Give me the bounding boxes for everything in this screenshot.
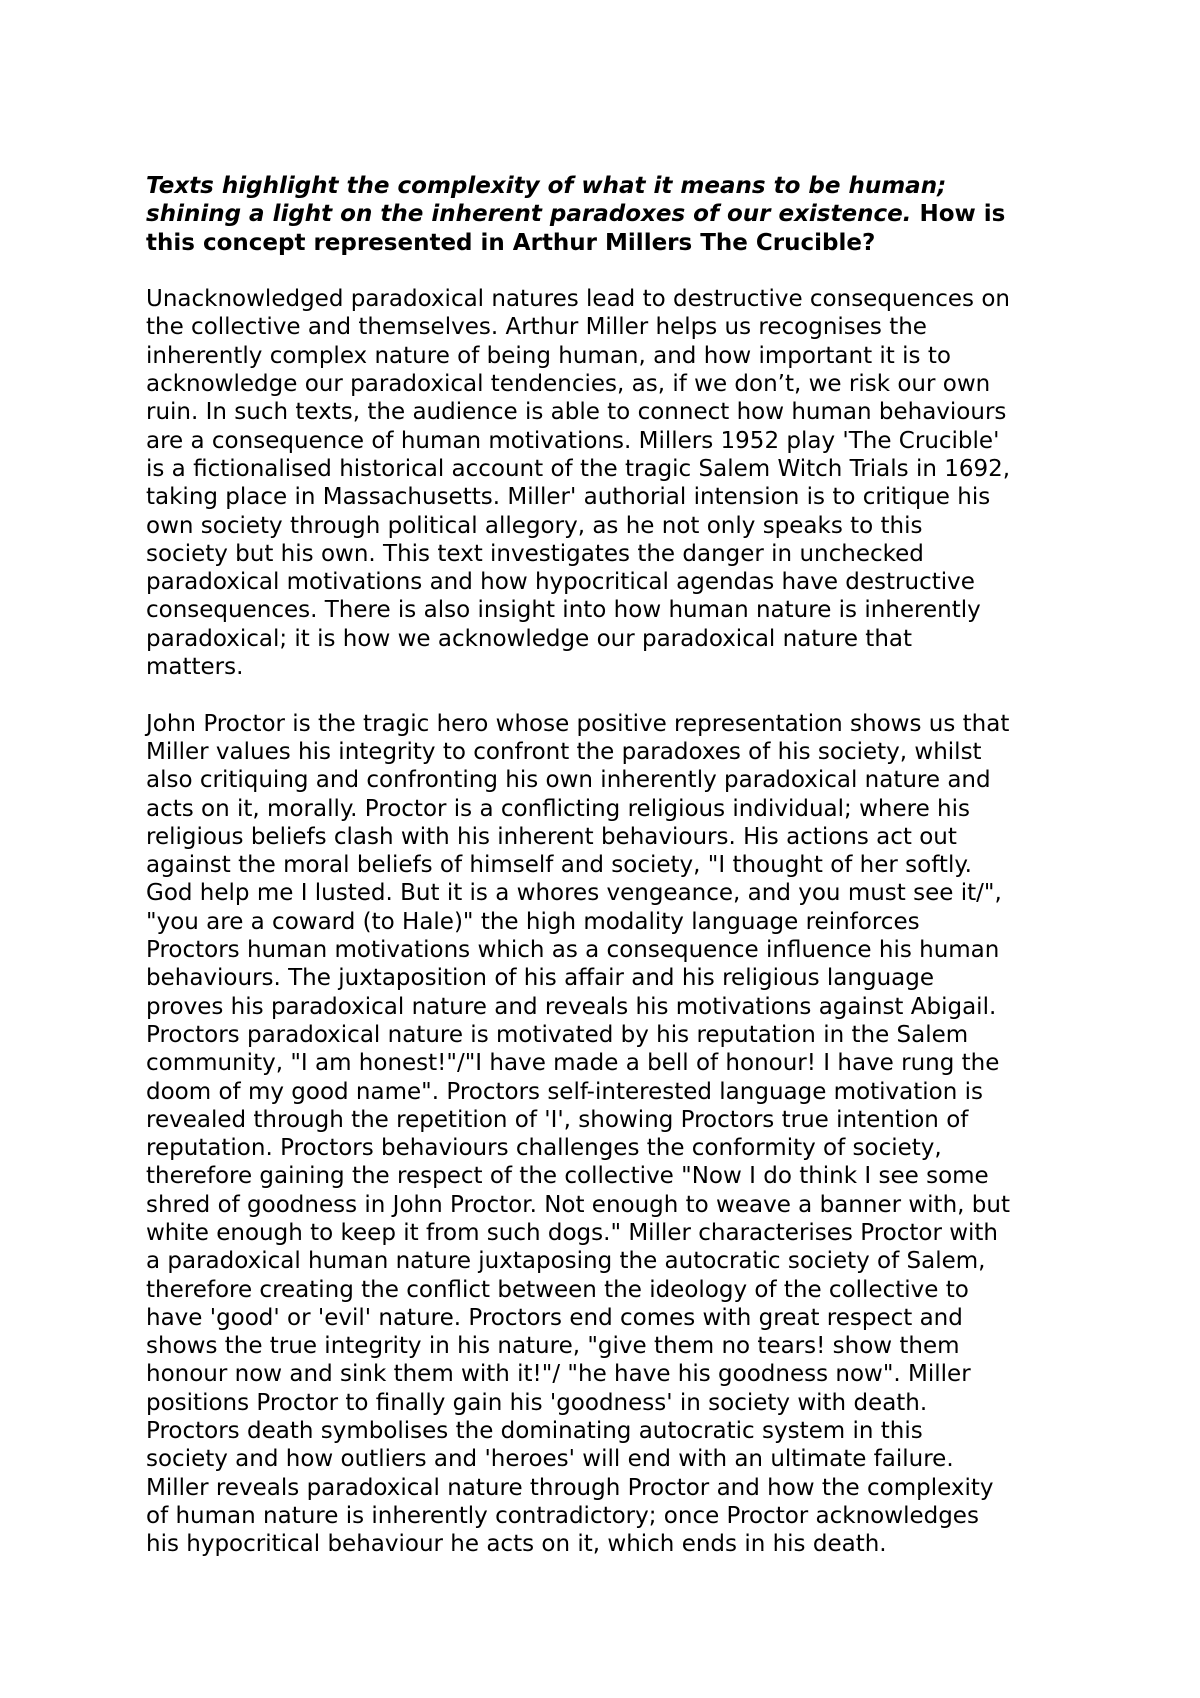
heading-line-1: Texts highlight the complexity of what it means to be human;	[146, 173, 947, 199]
intro-paragraph-line: taking place in Massachusetts. Miller' authorial intension is to critique his	[146, 484, 991, 511]
intro-paragraph-line: own society through political allegory, as he not only speaks to this	[146, 512, 923, 539]
body-paragraph-line: against the moral beliefs of himself and society, "I thought of her softly.	[146, 852, 972, 879]
body-paragraph-line: revealed through the repetition of 'I', showing Proctors true intention of	[146, 1106, 969, 1133]
body-paragraph-line: behaviours. The juxtaposition of his affair and his religious language	[146, 965, 934, 992]
body-paragraph-line: religious beliefs clash with his inherent behaviours. His actions act out	[146, 823, 957, 850]
body-paragraph-line: Proctors paradoxical nature is motivated by his reputation in the Salem	[146, 1021, 969, 1048]
intro-paragraph-line: inherently complex nature of being human, and how important it is to	[146, 342, 951, 369]
intro-paragraph-line: are a consequence of human motivations. Millers 1952 play 'The Crucible'	[146, 427, 1000, 454]
heading-line-2-suffix: How is	[911, 201, 1006, 228]
intro-paragraph-line: ruin. In such texts, the audience is able to connect how human behaviours	[146, 399, 1007, 426]
body-paragraph-line: Miller reveals paradoxical nature through Proctor and how the complexity	[146, 1474, 994, 1501]
heading-line-2-italic: shining a light on the inherent paradoxes of our existence.	[146, 201, 912, 228]
body-paragraph-line: his hypocritical behaviour he acts on it, which ends in his death.	[146, 1531, 887, 1558]
body-paragraph-line: doom of my good name". Proctors self-interested language motivation is	[146, 1078, 984, 1105]
body-paragraph-line: Proctors death symbolises the dominating autocratic system in this	[146, 1418, 923, 1445]
intro-paragraph-line: is a fictionalised historical account of the tragic Salem Witch Trials in 1692,	[146, 455, 1011, 482]
document-page	[146, 172, 1076, 1559]
intro-paragraph-line: the collective and themselves. Arthur Miller helps us recognises the	[146, 314, 927, 341]
intro-paragraph-line: society but his own. This text investigates the danger in unchecked	[146, 540, 924, 567]
paragraph-gap	[146, 681, 1076, 709]
body-paragraph-line: Proctors human motivations which as a consequence influence his human	[146, 937, 1000, 964]
paragraph-gap	[146, 257, 1076, 285]
body-paragraph-line: reputation. Proctors behaviours challenges the conformity of society,	[146, 1135, 942, 1162]
intro-paragraph-line: paradoxical motivations and how hypocritical agendas have destructive	[146, 569, 975, 596]
intro-paragraph-line: acknowledge our paradoxical tendencies, as, if we don’t, we risk our own	[146, 371, 991, 398]
intro-paragraph-line: paradoxical; it is how we acknowledge our paradoxical nature that	[146, 625, 913, 652]
body-paragraph-line: Miller values his integrity to confront the paradoxes of his society, whilst	[146, 738, 982, 765]
body-paragraph-line: white enough to keep it from such dogs." Miller characterises Proctor with	[146, 1219, 999, 1246]
body-paragraph-line: God help me I lusted. But it is a whores vengeance, and you must see it/",	[146, 880, 1002, 907]
body-paragraph-line: shows the true integrity in his nature, "give them no tears! show them	[146, 1333, 960, 1360]
body-paragraph-line: also critiquing and confronting his own inherently paradoxical nature and	[146, 767, 991, 794]
body-paragraph-line: John Proctor is the tragic hero whose positive representation shows us that	[146, 710, 1010, 737]
body-paragraph-line: positions Proctor to finally gain his 'goodness' in society with death.	[146, 1389, 928, 1416]
body-paragraph-line: have 'good' or 'evil' nature. Proctors end comes with great respect and	[146, 1304, 963, 1331]
body-paragraph-line: acts on it, morally. Proctor is a conflicting religious individual; where his	[146, 795, 970, 822]
body-paragraph-line: "you are a coward (to Hale)" the high modality language reinforces	[146, 908, 920, 935]
body-paragraph-line: shred of goodness in John Proctor. Not enough to weave a banner with, but	[146, 1191, 1010, 1218]
heading-line-2	[146, 200, 1076, 228]
body-paragraph-line: therefore creating the conflict between the ideology of the collective to	[146, 1276, 969, 1303]
body-paragraph-line: of human nature is inherently contradictory; once Proctor acknowledges	[146, 1502, 979, 1529]
intro-paragraph-line: matters.	[146, 654, 244, 681]
body-paragraph-line: community, "I am honest!"/"I have made a bell of honour! I have rung the	[146, 1050, 1000, 1077]
essay-question-heading	[146, 172, 1076, 257]
body-paragraph	[146, 710, 1076, 1559]
body-paragraph-line: a paradoxical human nature juxtaposing the autocratic society of Salem,	[146, 1248, 986, 1275]
body-paragraph-line: proves his paradoxical nature and reveals his motivations against Abigail.	[146, 993, 997, 1020]
intro-paragraph	[146, 285, 1076, 681]
intro-paragraph-line: Unacknowledged paradoxical natures lead to destructive consequences on	[146, 286, 1010, 313]
body-paragraph-line: therefore gaining the respect of the collective "Now I do think I see some	[146, 1163, 989, 1190]
intro-paragraph-line: consequences. There is also insight into how human nature is inherently	[146, 597, 981, 624]
body-paragraph-line: society and how outliers and 'heroes' will end with an ultimate failure.	[146, 1446, 954, 1473]
heading-line-3: this concept represented in Arthur Millers The Crucible?	[146, 229, 876, 256]
body-paragraph-line: honour now and sink them with it!"/ "he have his goodness now". Miller	[146, 1361, 971, 1388]
